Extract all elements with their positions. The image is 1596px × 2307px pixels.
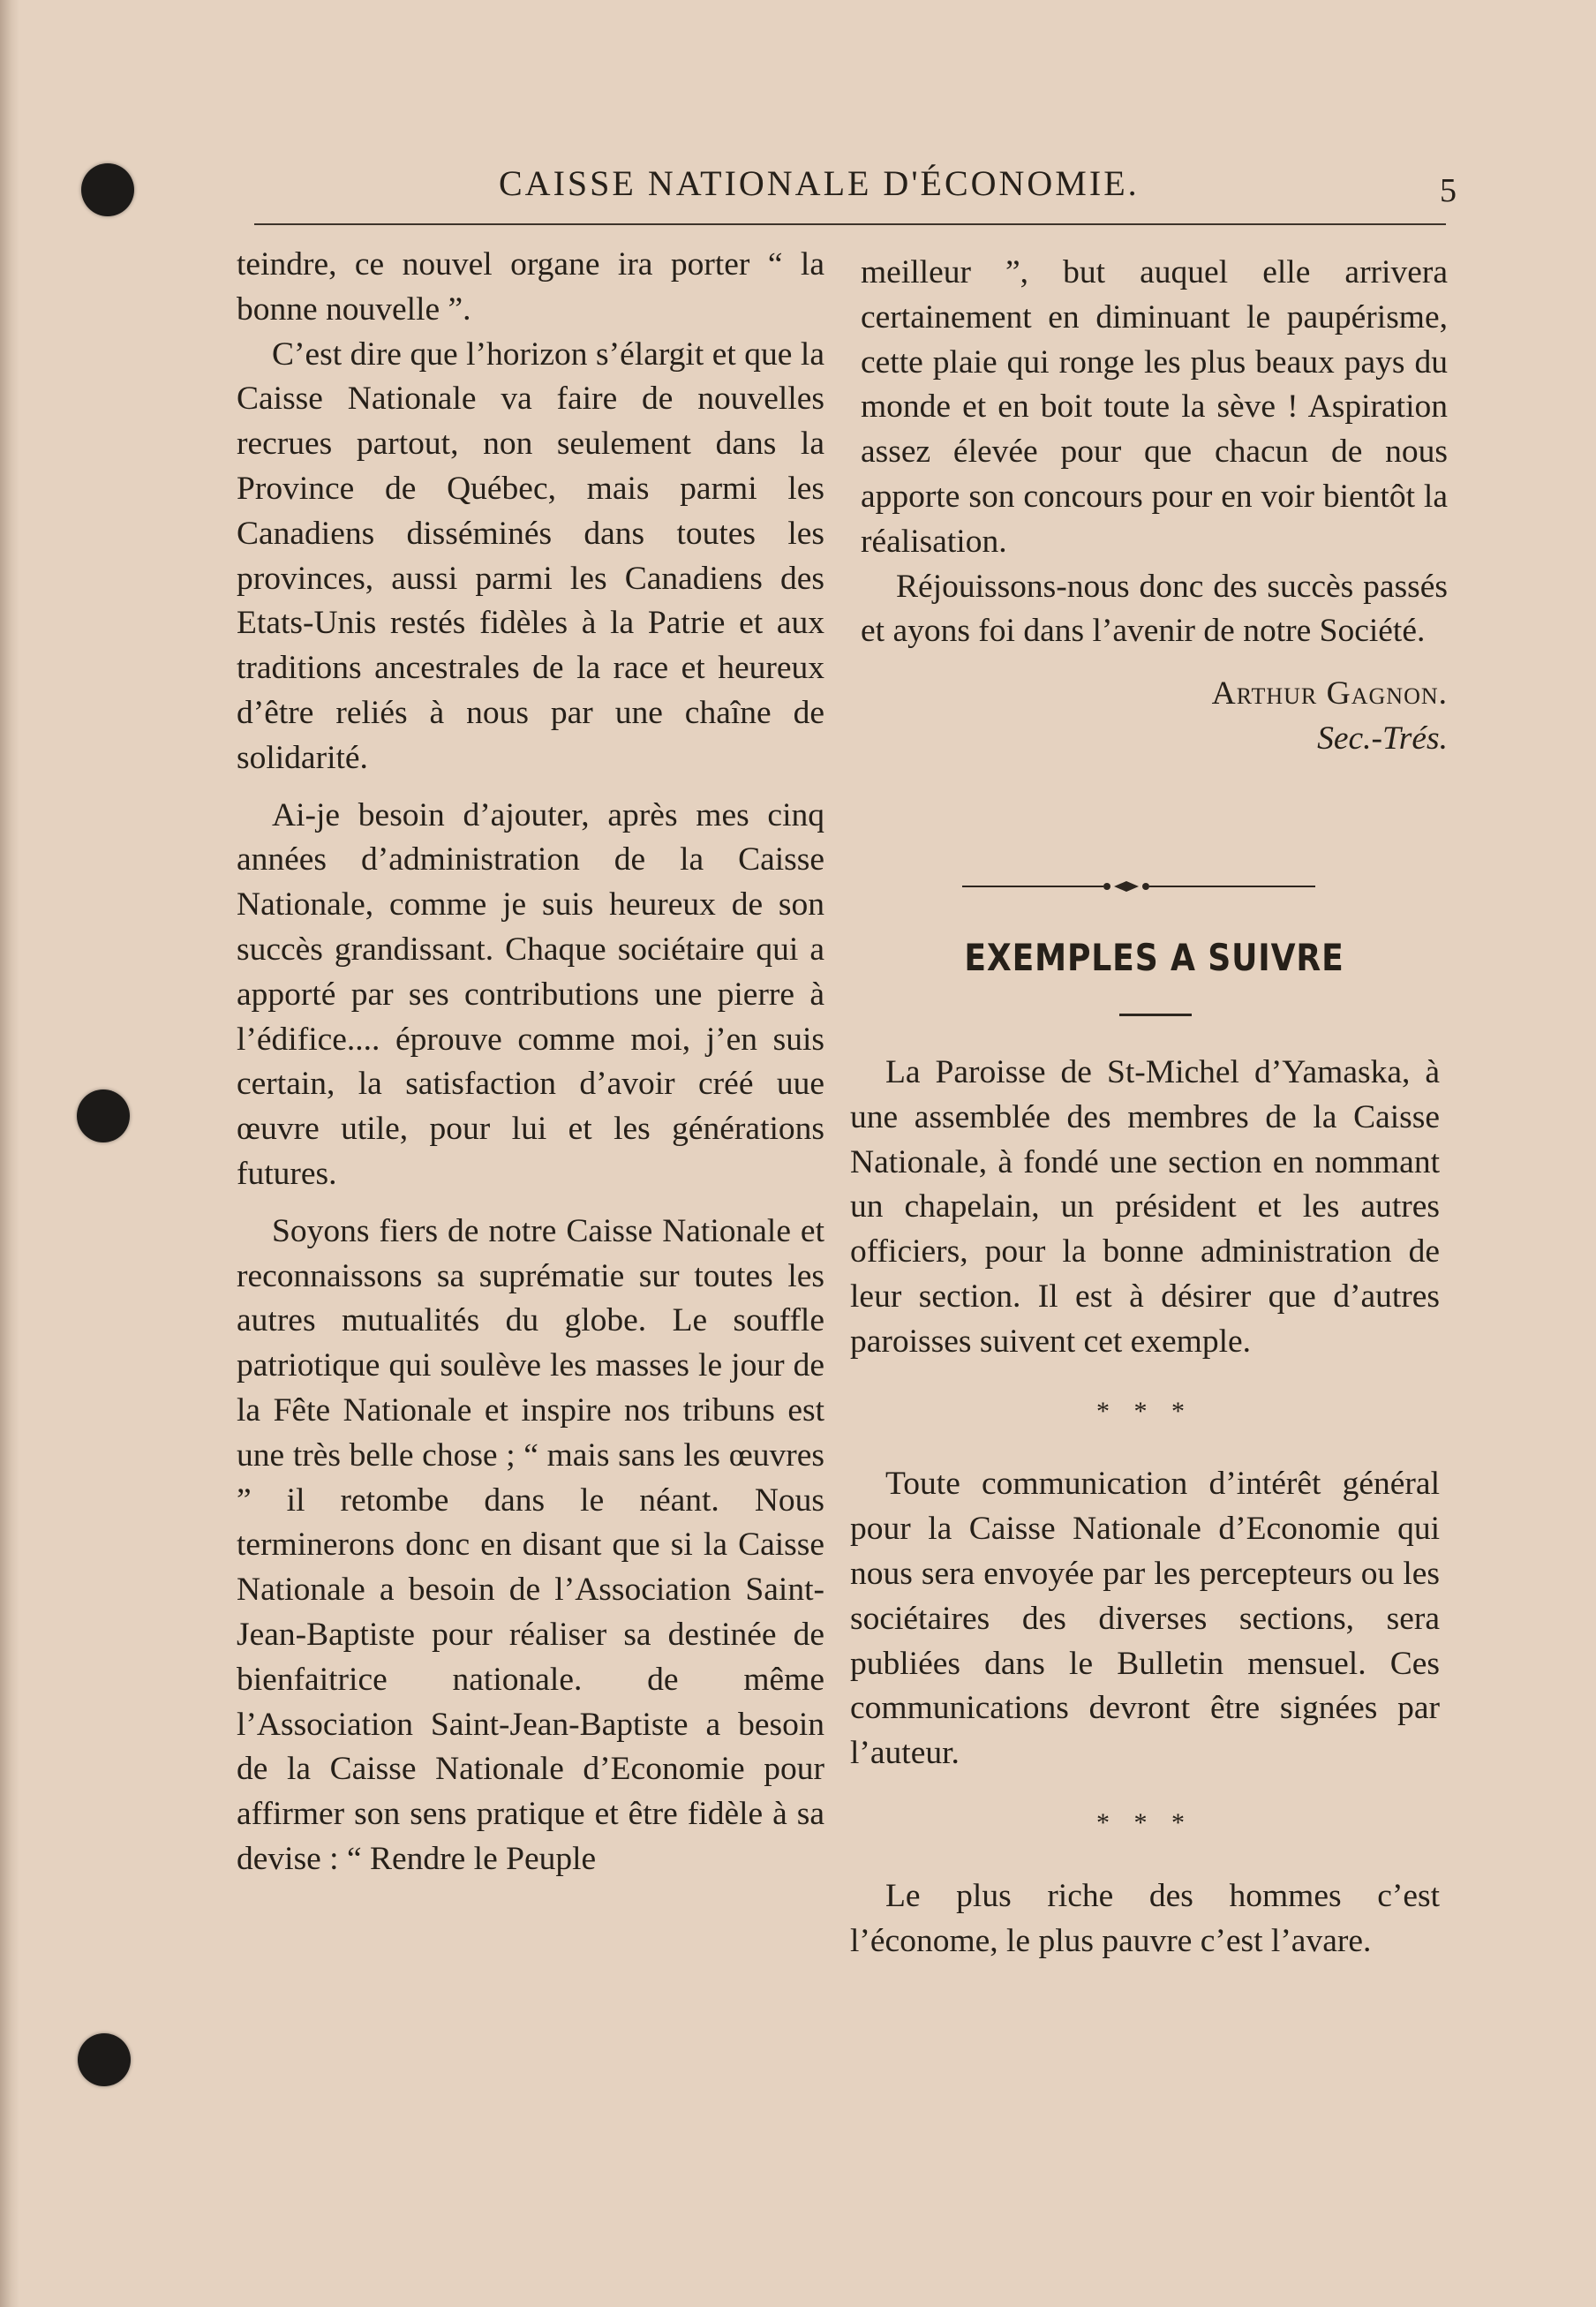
header-rule [254,223,1446,225]
separator-stars: * * * [1096,1396,1193,1426]
punch-hole-middle [77,1089,130,1142]
signature-name: Arthur Gagnon. [1211,675,1448,712]
page-spine [0,0,19,2307]
paragraph: Soyons fiers de notre Caisse Nationale et reconnaissons sa suprématie sur toutes les autres mutualités du globe. Le souffle patriotique qui soulève les masses le jour de la Fête Nationale et inspire nos tribuns est une très belle chose ; “ mais sans les œuvres ” il retombe dans le néant. Nous terminerons donc en disant que si la Caisse Nationale a besoin de l’Association Saint-Jean-Baptiste pour réaliser sa destinée de bienfaitrice nationale. de même l’Association Saint-Jean-Baptiste a besoin de la Caisse Nationale d’Economie pour affirmer son sens pratique et être fidèle à sa devise : “ Rendre le Peuple [237,1212,824,1877]
punch-hole-top [81,163,134,216]
paragraph: Le plus riche des hommes c’est l’économe, le plus pauvre c’est l’avare. [850,1877,1440,1959]
paragraph: teindre, ce nouvel organe ira porter “ la bonne nouvelle ”. [237,246,824,328]
separator-stars: * * * [1096,1807,1193,1837]
page-header [247,159,1457,208]
paragraph: C’est dire que l’horizon s’élargit et que la Caisse Nationale va faire de nouvelles recrues partout, non seulement dans la Province de Québec, mais parmi les Canadiens disséminés dans toutes les provinces, aussi parmi les Canadiens des Etats-Unis restés fidèles à la Patrie et aux traditions ancestrales de la race et heureux d’être reliés à nous par une chaîne de solidarité. [237,335,824,776]
right-column [861,251,1448,762]
paragraph: Ai-je besoin d’ajouter, après mes cinq années d’administration de la Caisse Nationale, comme je suis heureux de son succès grandissant. Chaque sociétaire qui a apporté par ses contributions une pierre à l’édifice.... éprouve comme moi, j’en suis certain, la satisfaction d’avoir créé uue œuvre utile, pour lui et les générations futures. [237,796,824,1192]
punch-hole-bottom [78,2033,131,2086]
title-rule [1119,1014,1192,1016]
paragraph: Réjouissons-nous donc des succès passés et ayons foi dans l’avenir de notre Société. [861,568,1448,650]
signature-title: Sec.-Trés. [1317,720,1448,757]
right-column-section [850,1051,1440,1964]
ornament-divider [962,876,1315,897]
paragraph: meilleur ”, but auquel elle arrivera certainement en diminuant le paupérisme, cette plaie qui ronge les plus beaux pays du monde et en boit toute la sève ! Aspiration assez élevée pour que chacun de nous apporte son concours pour en voir bientôt la réalisation. [861,254,1448,560]
paragraph: Toute communication d’intérêt général pour la Caisse Nationale d’Economie qui nous sera envoyée par les percepteurs ou les sociétaires des diverses sections, sera publiées dans le Bulletin mensuel. Ces communications devront être signées par l’auteur. [850,1466,1440,1772]
paragraph: La Paroisse de St-Michel d’Yamaska, à une assemblée des membres de la Caisse Nationale, à fondé une section en nommant un chapelain, un président et les autres officiers, pour la bonne administration de leur section. Il est à désirer que d’autres paroisses suivent cet exemple. [850,1054,1440,1360]
section-title: EXEMPLES A SUIVRE [964,936,1344,979]
running-title: CAISSE NATIONALE D'ÉCONOMIE. [499,163,1140,203]
page-number: 5 [1440,172,1457,209]
left-column [237,243,824,1882]
